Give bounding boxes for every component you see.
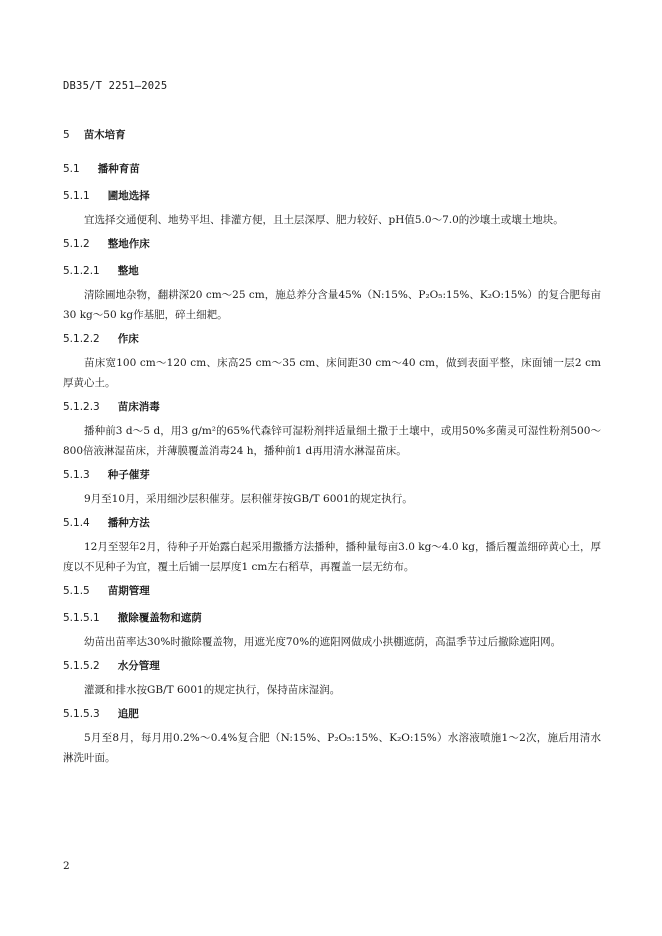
- paragraph: 9月至10月，采用细沙层积催芽。层积催芽按GB/T 6001的规定执行。: [84, 493, 413, 505]
- section-title: 水分管理: [117, 660, 160, 672]
- section-heading: [63, 400, 601, 414]
- section-title: 整地作床: [107, 238, 150, 250]
- section-number: 5.1.2.3: [63, 401, 100, 413]
- section-title: 苗期管理: [107, 585, 150, 597]
- section-number: 5.1.2.1: [63, 265, 100, 277]
- section-number: 5.1.1: [63, 190, 90, 202]
- section-title: 种子催芽: [107, 469, 150, 481]
- section-number: 5.1.5: [63, 585, 90, 597]
- section-number: 5.1.5.1: [63, 612, 100, 624]
- section-title: 圃地选择: [107, 190, 150, 202]
- section-title: 苗床消毒: [117, 401, 160, 413]
- section-number: 5.1: [63, 163, 80, 175]
- page-number: 2: [63, 860, 70, 872]
- section-title: 整地: [117, 265, 139, 277]
- section-heading: [63, 237, 601, 251]
- section-heading: [63, 707, 601, 721]
- section-title: 苗木培育: [83, 129, 126, 141]
- section-number: 5.1.4: [63, 517, 90, 529]
- section-heading: [63, 332, 601, 346]
- section-heading: [63, 516, 601, 530]
- section-title: 播种方法: [107, 517, 150, 529]
- section-heading: [63, 189, 601, 203]
- section-heading: [63, 162, 601, 176]
- section-number: 5.1.2.2: [63, 333, 100, 345]
- paragraph: 幼苗出苗率达30%时撤除覆盖物，用遮光度70%的遮阳网做成小拱棚遮荫，高温季节过后撤除遮阳网。: [84, 636, 562, 648]
- document-body: [63, 128, 601, 768]
- document-code: DB35/T 2251—2025: [63, 80, 168, 92]
- paragraph: 苗床宽100 cm～120 cm、床高25 cm～35 cm、床间距30 cm～40 cm，做到表面平整，床面铺一层2 cm厚黄心土。: [63, 357, 601, 389]
- section-heading: [63, 611, 601, 625]
- section-title: 作床: [117, 333, 139, 345]
- section-number: 5.1.2: [63, 238, 90, 250]
- section-number: 5: [63, 129, 70, 141]
- section-number: 5.1.3: [63, 469, 90, 481]
- section-title: 追肥: [117, 708, 139, 720]
- section-heading: [63, 584, 601, 598]
- paragraph: 播种前3 d～5 d，用3 g/m²的65%代森锌可湿粉剂拌适量细土撒于土壤中，或用50%多菌灵可湿性粉剂500～800倍液淋湿苗床，并薄膜覆盖消毒24 h，播种前1 d再用清水淋湿苗床。: [63, 425, 601, 457]
- paragraph: 12月至翌年2月，待种子开始露白起采用撒播方法播种，播种量每亩3.0 kg～4.0 kg，播后覆盖细碎黄心土，厚度以不见种子为宜，覆土后铺一层厚度1 cm左右稻草，再覆盖一层无纺布。: [63, 541, 601, 573]
- paragraph: 5月至8月，每月用0.2%～0.4%复合肥（N:15%、P₂O₅:15%、K₂O:15%）水溶液喷施1～2次，施后用清水淋洗叶面。: [63, 732, 601, 764]
- section-heading: [63, 659, 601, 673]
- paragraph: 宜选择交通便利、地势平坦、排灌方便，且土层深厚、肥力较好、pH值5.0～7.0的沙壤土或壤土地块。: [84, 214, 564, 226]
- section-number: 5.1.5.2: [63, 660, 100, 672]
- section-title: 撤除覆盖物和遮荫: [117, 612, 202, 624]
- paragraph: 清除圃地杂物，翻耕深20 cm～25 cm，施总养分含量45%（N:15%、P₂O₅:15%、K₂O:15%）的复合肥每亩30 kg～50 kg作基肥，碎土细耙。: [63, 289, 601, 321]
- section-heading: [63, 128, 601, 142]
- section-number: 5.1.5.3: [63, 708, 100, 720]
- section-title: 播种育苗: [97, 163, 140, 175]
- section-heading: [63, 264, 601, 278]
- section-heading: [63, 468, 601, 482]
- paragraph: 灌溉和排水按GB/T 6001的规定执行，保持苗床湿润。: [84, 684, 341, 696]
